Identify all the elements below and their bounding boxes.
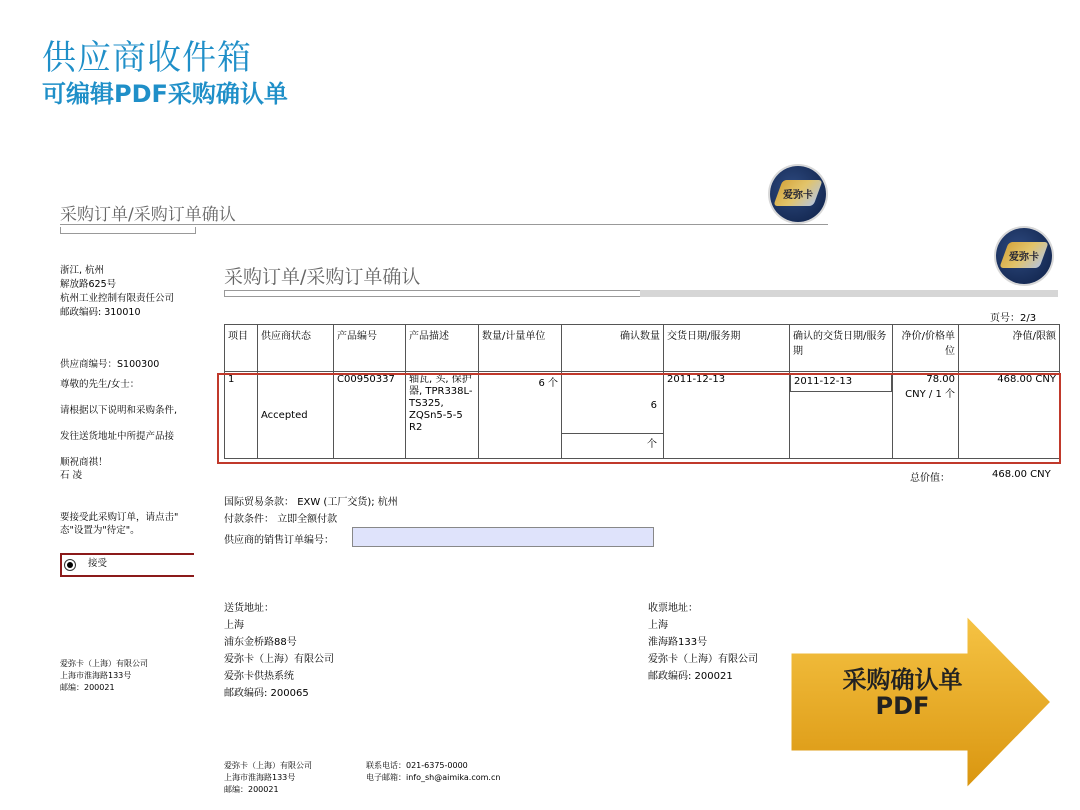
address-line: 邮政编码: 310010 xyxy=(60,307,141,318)
letter-paragraph: 请根据以下说明和采购条件, xyxy=(60,405,178,416)
address-line: 邮政编码: 200065 xyxy=(224,688,309,699)
incoterms-label: 国际贸易条款： xyxy=(224,497,294,508)
footer-line: 邮编：200021 xyxy=(224,785,279,794)
accept-radio-label: 接受 xyxy=(88,558,108,569)
supplier-status: Accepted xyxy=(258,372,334,459)
address-line: 上海 xyxy=(224,620,244,631)
greeting: 尊敬的先生/女士： xyxy=(60,379,140,390)
col-header: 供应商状态 xyxy=(258,325,334,372)
footer-line: 电子邮箱：info_sh@aimika.com.cn xyxy=(366,773,501,782)
col-header: 产品编号 xyxy=(334,325,406,372)
signature-name: 石 凌 xyxy=(60,470,83,481)
col-header: 确认的交货日期/服务期 xyxy=(790,325,893,372)
page-number-label: 页号： xyxy=(990,313,1020,324)
confirm-quantity-input[interactable]: 6 xyxy=(562,372,663,434)
front-doc-footer-left xyxy=(224,760,312,796)
sales-order-label: 供应商的销售订单编号： xyxy=(224,535,334,546)
accept-radio-button[interactable] xyxy=(64,559,76,571)
bill-to-address xyxy=(648,600,758,685)
col-header: 数量/计量单位 xyxy=(479,325,562,372)
net-price: 78.00 xyxy=(926,374,955,385)
closing-line: 顺祝商祺！ xyxy=(60,457,108,468)
slide-title: 供应商收件箱 xyxy=(42,38,252,78)
address-line: 淮海路133号 xyxy=(648,637,708,648)
incoterms-row xyxy=(224,493,398,508)
col-header: 净价/价格单位 xyxy=(893,325,959,372)
footer-line: 联系电话：021-6375-0000 xyxy=(366,761,468,770)
total-value: 468.00 CNY xyxy=(992,469,1051,480)
callout-line1: 采购确认单 xyxy=(842,666,963,694)
page-number-value: 2/3 xyxy=(1020,313,1037,324)
accept-radio-group[interactable] xyxy=(60,553,194,577)
col-header: 产品描述 xyxy=(406,325,479,372)
table-header-row xyxy=(225,325,1060,372)
address-line: 杭州工业控制有限责任公司 xyxy=(60,293,175,304)
callout-line2: PDF xyxy=(875,692,930,720)
ship-to-address xyxy=(224,600,334,702)
address-line: 爱弥卡供热系统 xyxy=(224,671,294,682)
company-logo xyxy=(996,228,1052,284)
back-doc-progress-bar xyxy=(60,227,196,234)
delivery-date: 2011-12-13 xyxy=(664,372,790,459)
bill-to-label: 收票地址： xyxy=(648,603,698,614)
front-doc-progress-fill xyxy=(640,290,1058,297)
address-line: 爱弥卡（上海）有限公司 xyxy=(648,654,758,665)
incoterms-value: EXW (工厂交货); 杭州 xyxy=(297,497,398,508)
address-line: 浦东金桥路88号 xyxy=(224,637,297,648)
radio-dot-icon xyxy=(67,562,73,568)
total-label: 总价值： xyxy=(910,473,950,484)
back-doc-title: 采购订单/采购订单确认 xyxy=(60,205,236,225)
back-doc-address xyxy=(60,264,194,320)
back-doc-footer xyxy=(60,658,148,694)
front-doc-footer-right xyxy=(366,760,500,784)
supplier-number: 供应商编号：S100300 xyxy=(60,359,160,370)
payment-label: 付款条件： xyxy=(224,514,274,525)
col-header: 净值/限额 xyxy=(959,325,1060,372)
page-number xyxy=(990,309,1036,324)
product-number: C00950337 xyxy=(334,372,406,459)
accept-instruction: 要接受此采购订单，请点击" xyxy=(60,512,179,523)
item-number: 1 xyxy=(225,372,258,459)
payment-value: 立即全额付款 xyxy=(277,514,338,525)
slide-subtitle: 可编辑PDF采购确认单 xyxy=(42,80,288,108)
address-line: 浙江, 杭州 xyxy=(60,265,105,276)
back-doc-divider xyxy=(60,224,828,225)
accept-instruction: 态"设置为"待定"。 xyxy=(60,525,140,536)
footer-line: 上海市淮海路133号 xyxy=(60,671,132,680)
front-doc-title: 采购订单/采购订单确认 xyxy=(224,266,421,288)
payment-row xyxy=(224,510,337,525)
product-description: 轴瓦, 头, 保护器, TPR338L-TS325, ZQSn5-5-5 R2 xyxy=(406,372,479,459)
logo-text: 爱弥卡 xyxy=(783,190,813,201)
footer-line: 爱弥卡（上海）有限公司 xyxy=(224,761,312,770)
ship-to-label: 送货地址： xyxy=(224,603,274,614)
footer-line: 邮编：200021 xyxy=(60,683,115,692)
col-header: 交货日期/服务期 xyxy=(664,325,790,372)
col-header: 项目 xyxy=(225,325,258,372)
footer-line: 爱弥卡（上海）有限公司 xyxy=(60,659,148,668)
footer-line: 上海市淮海路133号 xyxy=(224,773,296,782)
net-value: 468.00 CNY xyxy=(959,372,1060,459)
price-unit: CNY / 1 个 xyxy=(905,389,955,400)
address-line: 爱弥卡（上海）有限公司 xyxy=(224,654,334,665)
confirm-unit: 个 xyxy=(647,439,657,450)
address-line: 上海 xyxy=(648,620,668,631)
address-line: 解放路625号 xyxy=(60,279,117,290)
confirm-date-input[interactable]: 2011-12-13 xyxy=(790,374,892,392)
letter-paragraph: 发往送货地址中所提产品接 xyxy=(60,431,175,442)
company-logo xyxy=(770,166,826,222)
quantity: 6 个 xyxy=(479,372,562,459)
col-header: 确认数量 xyxy=(562,325,664,372)
logo-text: 爱弥卡 xyxy=(1009,252,1039,263)
address-line: 邮政编码: 200021 xyxy=(648,671,733,682)
sales-order-input[interactable] xyxy=(352,527,654,547)
editable-row-highlight xyxy=(217,373,1061,464)
